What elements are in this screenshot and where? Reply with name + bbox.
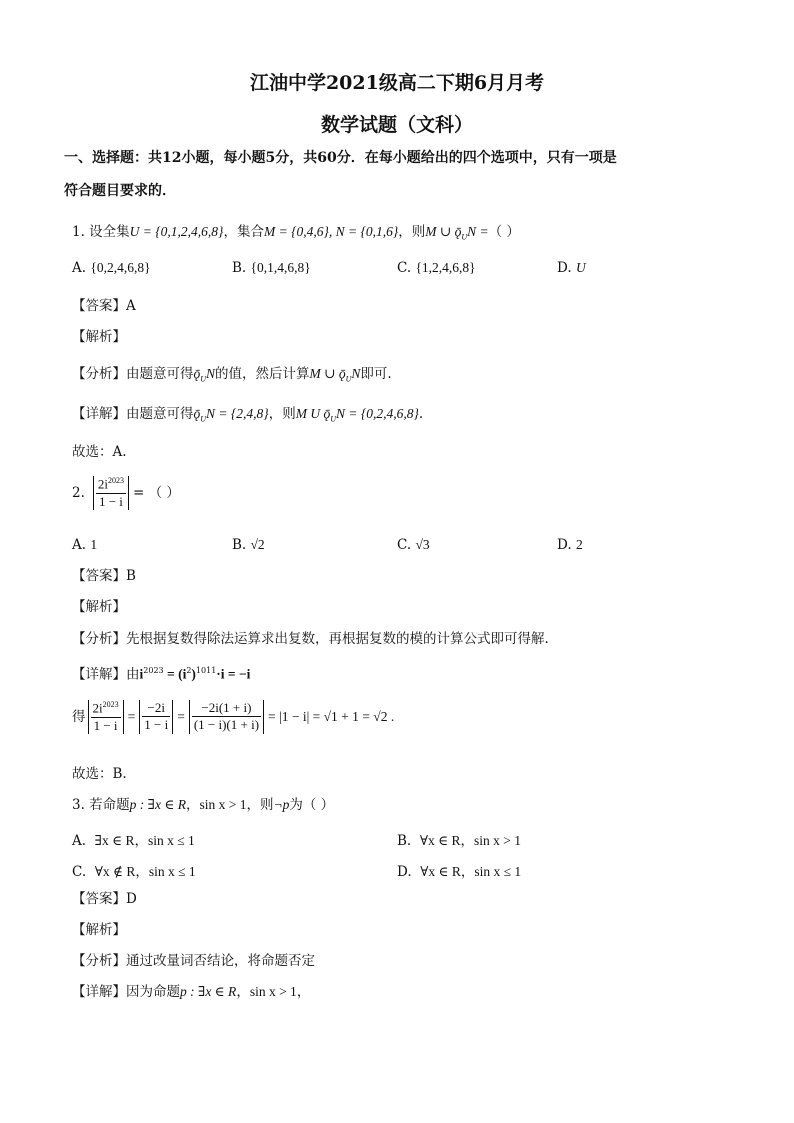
q3-option-c: C. ∀x ∉ R，sin x ≤ 1 [72, 864, 196, 880]
eq1: = (i [163, 666, 187, 682]
exp1011: 1011 [195, 666, 217, 675]
answer-tag: 【答案】 [72, 568, 126, 584]
q2-num: 2i [97, 476, 109, 492]
q2-prefix: 2. [72, 484, 85, 501]
abs-bar [93, 476, 94, 510]
option-label: B. [397, 833, 412, 849]
q3-xiangjie: 【详解】因为命题p : ∃x ∈ R，sin x > 1， [72, 984, 311, 1000]
de-text: 得 [72, 708, 86, 725]
q1-stem [72, 224, 520, 242]
q2-stem [72, 476, 180, 510]
q2-option-a [72, 537, 97, 553]
q2-abs [91, 476, 131, 510]
q2-answer [72, 568, 136, 584]
xiangjie-expr: ǭ [193, 406, 201, 421]
q2-xiangjie-line2 [72, 700, 394, 734]
f2-den: 1 − i [144, 717, 169, 733]
q3-option-d: D. ∀x ∈ R，sin x ≤ 1 [397, 864, 522, 880]
final-result: = |1 − i| = √1 + 1 = √2 . [268, 708, 395, 724]
fenxi-tag: 【分析】 [72, 631, 126, 647]
option-text: 1 [90, 537, 98, 552]
q1-option-d [557, 260, 586, 276]
option-label: A. [72, 833, 87, 849]
xiangjie-sub: U [200, 414, 207, 424]
xiangjie-text: 由题意可得 [126, 406, 194, 422]
equals: = [127, 708, 136, 724]
close-paren: ) [191, 666, 196, 682]
option-label: D. [557, 537, 572, 553]
abs-frac-2 [137, 700, 175, 734]
xiangjie-tag: 【详解】 [72, 666, 126, 683]
section-heading-line2: 符合题目要求的． [64, 183, 176, 199]
q3-wei: 为（ ） [289, 797, 335, 813]
q1-set-u: U = {0,1,2,4,6,8} [129, 224, 224, 239]
xiangjie-end: . [418, 406, 424, 422]
answer-value: B [126, 568, 136, 584]
abs-frac-1 [86, 700, 126, 734]
option-text2: sin x > 1 [473, 833, 521, 848]
option-text: {0,1,4,6,8} [250, 260, 311, 275]
i-exp: 2023 [143, 666, 164, 675]
abs-bar [189, 700, 190, 734]
fraction [192, 700, 261, 734]
fenxi-n2: N [351, 366, 361, 381]
q1-expr: M ∪ ǭ [425, 224, 462, 239]
option-label: D. [557, 260, 572, 276]
q2-exp: 2023 [108, 476, 125, 485]
q1-prefix: 1. 设全集 [72, 224, 130, 240]
q2-fraction [96, 476, 126, 510]
q3-analysis-tag: 【解析】 [72, 922, 126, 938]
q1-analysis-tag: 【解析】 [72, 329, 126, 345]
q1-option-b [232, 260, 311, 276]
q1-mid: ，集合 [223, 224, 264, 240]
option-label: B. [232, 537, 247, 553]
fenxi-text-b: 的值，然后计算 [215, 366, 310, 382]
fenxi-sub: U [200, 374, 207, 384]
option-text1: ∀x ∈ R [420, 864, 461, 879]
fenxi-expr: ǭ [193, 366, 201, 381]
q2-option-c [397, 537, 430, 553]
f1-exp: 2023 [102, 700, 119, 709]
q1-fenxi [72, 366, 392, 384]
xiangjie-text: 由 [126, 666, 140, 683]
f1-den: 1 − i [93, 717, 118, 733]
option-text: {0,2,4,6,8} [90, 260, 151, 275]
exam-title: 江油中学2021级高二下期6月月考 [249, 72, 545, 94]
fenxi-text-c: 即可. [360, 366, 392, 382]
fenxi-n: N [206, 366, 216, 381]
option-text1: ∀x ∉ R [94, 864, 136, 879]
q2-analysis-tag: 【解析】 [72, 599, 126, 615]
option-text1: ∀x ∈ R [419, 833, 461, 848]
q1-expr-tail: N = [467, 224, 489, 239]
xiangjie-sub2: U [330, 414, 336, 424]
option-text: U [575, 260, 586, 275]
tail: ·i = −i [216, 666, 251, 682]
q3-prop: p : ∃x ∈ R [129, 797, 186, 812]
xiangjie-prop: p : ∃x ∈ R [180, 984, 237, 999]
q3-sin: sin x > 1 [199, 797, 247, 812]
abs-bar [263, 700, 264, 734]
abs-frac-3 [187, 700, 266, 734]
option-label: A. [72, 537, 87, 553]
q3-then: ，则 [246, 797, 274, 813]
abs-bar [139, 700, 140, 734]
q3-stem [72, 797, 334, 813]
i-base: i [139, 666, 144, 682]
q1-option-a [72, 260, 151, 276]
xiangjie-end: ， [296, 984, 311, 1000]
f3-num: −2i(1 + i) [192, 700, 261, 717]
q3-prefix: 3. 若命题 [72, 797, 130, 813]
option-text2: sin x ≤ 1 [147, 833, 195, 848]
q2-fenxi [72, 631, 549, 647]
f3-den: (1 − i)(1 + i) [193, 717, 260, 733]
q2-den: 1 − i [98, 493, 123, 509]
xiangjie-tag: 【详解】 [72, 406, 126, 422]
answer-value: A [126, 298, 136, 314]
fenxi-sub2: U [345, 374, 352, 384]
option-label: C. [72, 864, 87, 880]
q1-then: ，则 [398, 224, 426, 240]
q1-guxuan: 故选：A. [72, 444, 127, 460]
xiangjie-tag: 【详解】 [72, 984, 126, 1000]
option-label: B. [232, 260, 247, 276]
exam-subtitle: 数学试题（文科） [320, 114, 473, 136]
abs-bar [128, 476, 129, 510]
q3-option-a: A. ∃x ∈ R，sin x ≤ 1 [72, 833, 195, 849]
f1-num: 2i [92, 700, 103, 716]
answer-tag: 【答案】 [72, 891, 126, 907]
f2-num: −2i [142, 700, 170, 717]
q2-option-d [557, 537, 583, 553]
q2-xiangjie-line1 [72, 666, 250, 683]
xiangjie-res2: N = {0,2,4,6,8} [335, 406, 419, 421]
fenxi-text: 由题意可得 [126, 366, 194, 382]
q3-fenxi [72, 953, 315, 969]
option-text: 2 [575, 537, 583, 552]
abs-bar [123, 700, 124, 734]
option-text: √2 [250, 537, 265, 552]
xiangjie-text-b: ，则 [268, 406, 296, 422]
option-label: C. [397, 260, 412, 276]
fenxi-tag: 【分析】 [72, 366, 126, 382]
q1-set-n: , N = {0,1,6} [328, 224, 399, 239]
option-label: A. [72, 260, 87, 276]
option-label: D. [397, 864, 412, 880]
option-text: √3 [415, 537, 430, 552]
abs-bar [172, 700, 173, 734]
q2-option-b [232, 537, 265, 553]
fraction [142, 700, 170, 734]
fenxi-text: 通过改量词否结论，将命题否定 [126, 953, 315, 969]
option-text2: sin x ≤ 1 [474, 864, 522, 879]
answer-value: D [126, 891, 137, 907]
q1-option-c [397, 260, 476, 276]
fraction [91, 700, 121, 734]
answer-tag: 【答案】 [72, 298, 126, 314]
q2-guxuan: 故选：B. [72, 766, 127, 782]
q1-blank: （ ） [488, 224, 520, 240]
q1-xiangjie [72, 406, 423, 424]
fenxi-text: 先根据复数得除法运算求出复数，再根据复数的模的计算公式即可得解. [126, 631, 549, 647]
equals: = [177, 708, 185, 724]
q3-neg: ¬p [273, 797, 290, 812]
fenxi-tag: 【分析】 [72, 953, 126, 969]
option-text: {1,2,4,6,8} [415, 260, 476, 275]
q1-answer [72, 298, 136, 314]
q1-expr-sub: U [461, 232, 468, 242]
section-heading-line1: 一、选择题：共12小题，每小题5分，共60分．在每小题给出的四个选项中，只有一项是 [64, 150, 617, 166]
option-text1: ∃x ∈ R [94, 833, 135, 848]
fenxi-expr2: M ∪ ǭ [309, 366, 346, 381]
q3-answer [72, 891, 137, 907]
xiangjie-sin: sin x > 1 [249, 984, 297, 999]
xiangjie-expr2: M U ǭ [295, 406, 331, 421]
option-text2: sin x ≤ 1 [148, 864, 196, 879]
q2-eq: = （ ） [133, 484, 180, 501]
i2: 2 [186, 666, 192, 675]
q1-set-m: M = {0,4,6} [263, 224, 329, 239]
abs-bar [88, 700, 89, 734]
xiangjie-text: 因为命题 [126, 984, 180, 1000]
option-label: C. [397, 537, 412, 553]
q3-comma: ， [185, 797, 200, 813]
q3-option-b: B. ∀x ∈ R，sin x > 1 [397, 833, 521, 849]
xiangjie-res: N = {2,4,8} [206, 406, 269, 421]
